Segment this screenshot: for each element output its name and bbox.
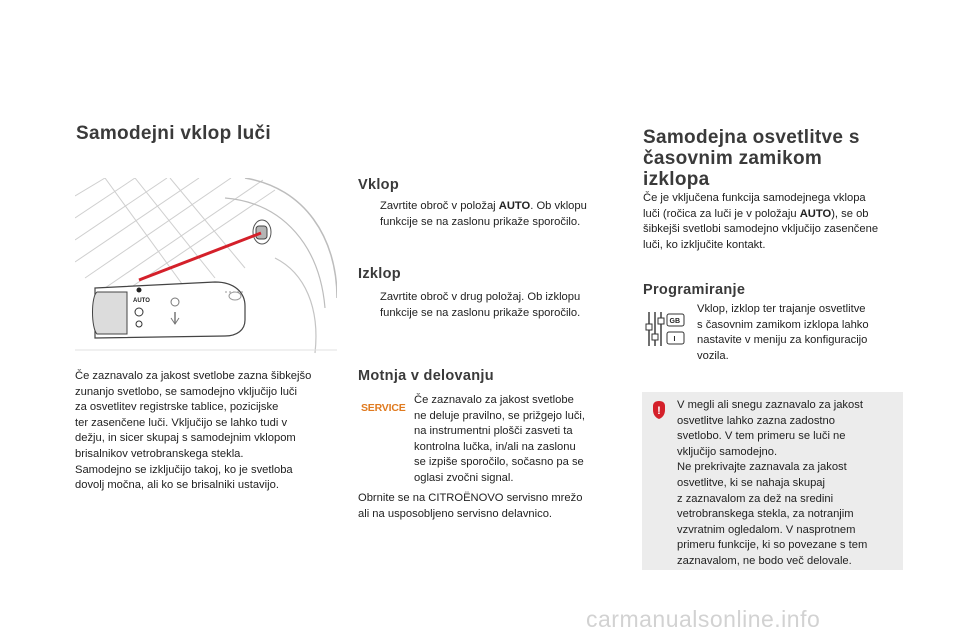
warning-text	[677, 398, 897, 570]
auto-lights-description	[75, 369, 340, 494]
text-line: ter zasenčene luči. Vključijo se lahko tudi v	[75, 416, 288, 429]
page-title-follow-me-home	[643, 127, 903, 190]
text-line: šibkejši svetlobi samodejno vključijo zasenčene	[643, 223, 879, 236]
text-segment: luči (ročica za luči je v položaju	[643, 207, 800, 220]
text-line: luči, ko izključite kontakt.	[643, 238, 766, 251]
auto-bold: AUTO	[799, 207, 832, 220]
auto-label: AUTO	[133, 298, 150, 304]
text-line: nastavite v meniju za konfiguracijo	[697, 334, 868, 347]
text-line: za osvetlitev registrske tablice, pozicijske	[75, 401, 279, 414]
heading-motnja: Motnja v delovanju	[358, 368, 494, 384]
watermark: carmanualsonline.info	[586, 606, 821, 632]
text-line: ne deluje pravilno, se prižgejo luči,	[414, 409, 586, 422]
text-line: osvetlitve, ki se nahaja skupaj	[677, 476, 826, 489]
text-line: vetrobranskega stekla, za notranjim	[677, 508, 854, 521]
service-network-note	[358, 491, 613, 522]
text-line	[643, 207, 905, 223]
vklop-instruction	[358, 199, 610, 230]
title-line: Samodejna osvetlitve s	[643, 127, 860, 148]
text-line: vzvratnim ogledalom. V nasprotnem	[677, 523, 856, 536]
izklop-text	[380, 290, 610, 321]
text-line: na instrumentni plošči zasveti ta	[414, 425, 573, 438]
text-line: ali na usposobljeno servisno delavnico.	[358, 507, 553, 520]
text-line: brisalnikov vetrobranskega stekla.	[75, 447, 244, 460]
motnja-description	[414, 393, 609, 487]
text-line: dežju, in sicer skupaj s samodejnim vklopom	[75, 432, 296, 445]
text-line: Če zaznavalo za jakost svetlobe	[414, 394, 574, 406]
text-line: zaznavalom, ne bodo več delovale.	[677, 554, 852, 567]
programiranje-description	[697, 302, 902, 364]
text-segment: ), se ob	[831, 207, 869, 220]
steering-wheel-figure	[75, 178, 337, 358]
text-line: svetlobo. V tem primeru se luči ne	[677, 430, 846, 443]
text-line: oglasi zvočni signal.	[414, 471, 514, 484]
service-warning-icon	[360, 398, 406, 416]
text-line: Če je vključena funkcija samodejnega vklopa	[643, 192, 866, 204]
page-title-auto-lights: Samodejni vklop luči	[76, 123, 271, 144]
text-line: zunanjo svetlobo, se samodejno vključijo luči	[75, 385, 298, 398]
text-segment: Zavrtite obroč v položaj	[380, 200, 499, 212]
follow-me-home-intro	[643, 191, 905, 253]
auto-bold: AUTO	[498, 200, 531, 212]
text-line: z zaznavalom za dež na sredini	[677, 492, 834, 505]
text-line: Zavrtite obroč v drug položaj. Ob izklopu	[380, 291, 581, 303]
vklop-text	[380, 199, 610, 230]
text-line: Če zaznavalo za jakost svetlobe zazna šibkejšo	[75, 370, 312, 382]
text-line: kontrolna lučka, in/ali na zaslonu	[414, 440, 576, 453]
text-line: se izpiše sporočilo, sočasno pa se	[414, 456, 584, 469]
text-line: Obrnite se na CITROËNOVO servisno mrežo	[358, 492, 583, 504]
text-line: V megli ali snegu zaznavalo za jakost	[677, 399, 863, 411]
text-line: s časovnim zamikom izklopa lahko	[697, 318, 869, 331]
text-segment: . Ob vklopu	[530, 200, 587, 212]
config-menu-icon	[644, 310, 686, 348]
warning-glyph: !	[657, 405, 661, 417]
gb-label: GB	[669, 318, 680, 325]
text-line: vključijo samodejno.	[677, 445, 778, 458]
heading-izklop: Izklop	[358, 266, 401, 282]
text-line: dovolj močna, ali ko se brisalniki ustavijo.	[75, 479, 279, 492]
bullet-icon	[358, 199, 380, 230]
text-line: Ne prekrivajte zaznavala za jakost	[677, 461, 847, 474]
i-label: I	[673, 336, 676, 343]
text-line: primeru funkcije, ki so povezane s tem	[677, 539, 868, 552]
text-line: funkcije se na zaslonu prikaže sporočilo.	[380, 215, 581, 228]
service-label: SERVICE	[361, 402, 406, 414]
heading-vklop: Vklop	[358, 177, 399, 193]
title-line: izklopa	[643, 169, 710, 190]
title-line: časovnim zamikom	[643, 148, 823, 169]
izklop-instruction	[358, 290, 610, 321]
bullet-icon	[358, 290, 380, 321]
text-line: vozila.	[697, 349, 729, 362]
text-line: funkcije se na zaslonu prikaže sporočilo.	[380, 306, 581, 319]
text-line: Samodejno se izključijo takoj, ko je svetloba	[75, 463, 293, 476]
heading-programiranje: Programiranje	[643, 282, 746, 298]
text-line: Vklop, izklop ter trajanje osvetlitve	[697, 303, 866, 315]
text-line: osvetlitve lahko zazna zadostno	[677, 414, 835, 427]
warning-icon	[649, 400, 669, 420]
